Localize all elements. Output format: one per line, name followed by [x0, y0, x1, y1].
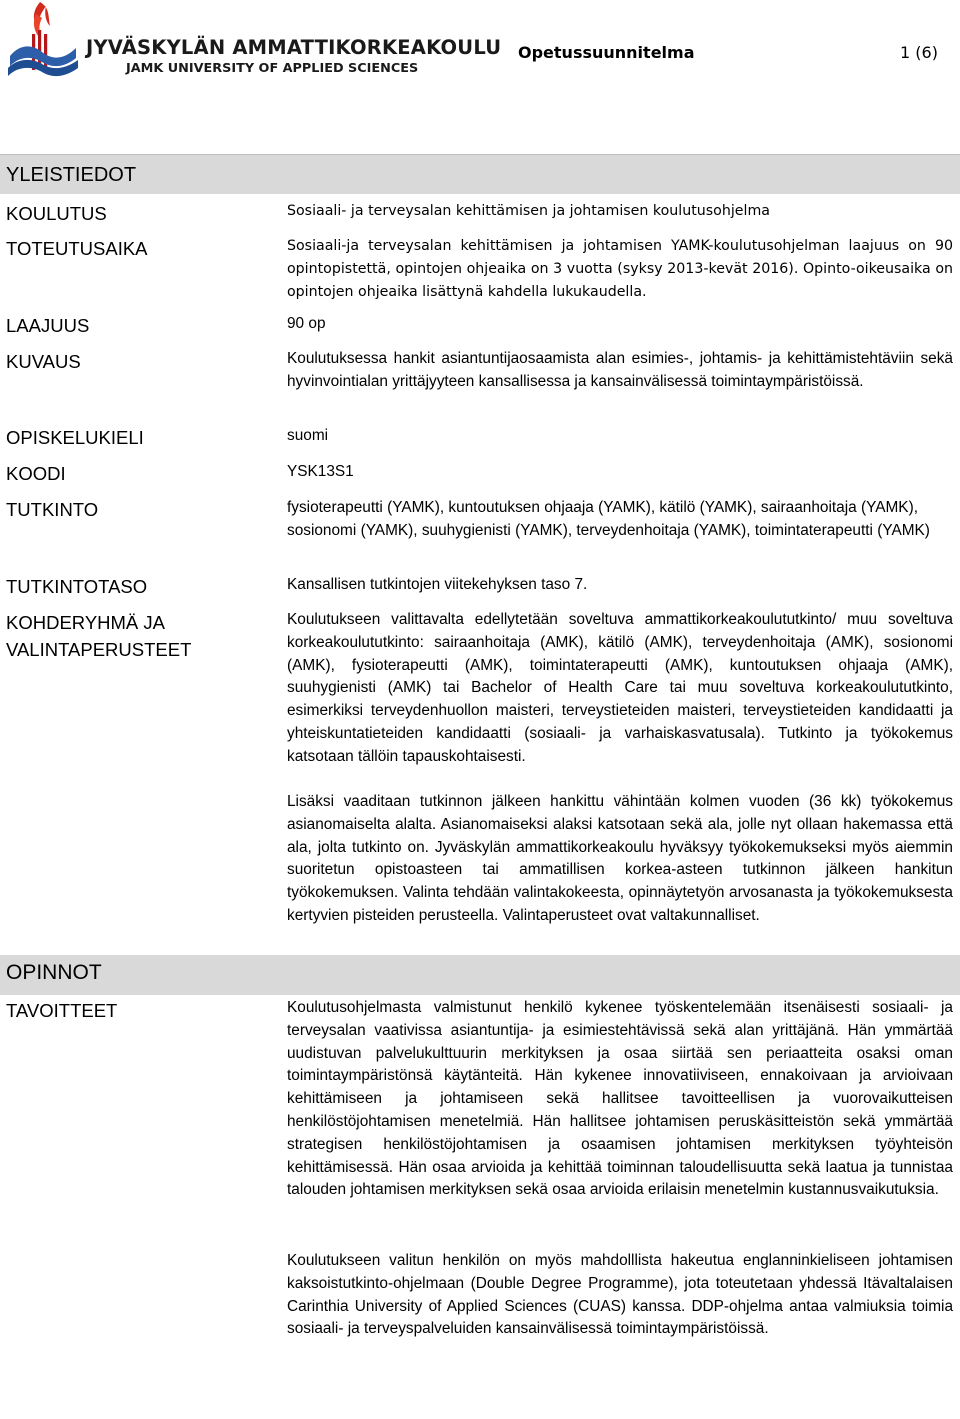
value-tavoitteet-para1: Koulutusohjelmasta valmistunut henkilö kykenee työskentelemään itsenäisesti sosiaali- ja terveysalan vaativissa asiantuntija- ja esimiestehtävissä sekä alan yrittäjänä. Hän ymmärtää uudistuvan palvelukulttuurin merkityksen ja osaa siirtää sen periaatteita osaksi oman toimintaympäristönsä käytänteitä. Hän kykenee innovatiiviseen, ennakoivaan ja arvioivaan kehittämiseen ja johtamiseen sekä hallitsee tavoitteellisen ja vuorovaikutteisen henkilöstöjohtamisen menetelmiä. Hän hallitsee johtamisen peruskäsitteistön sekä ymmärtää strategisen henkilöstöjohtamisen ja osaamisen johtamisen merkityksen työyhteisön kehittämisessä. Hän osaa arvioida ja kehittää toiminnan taloudellisuutta sekä laatua ja tunnistaa talouden johtamisen merkityksen sekä osaa arvioida erilaisin menetelmin kustannusvaikutuksia.: [287, 999, 953, 1199]
logo-name-finnish: JYVÄSKYLÄN AMMATTIKORKEAKOULU: [86, 36, 502, 59]
flame-logo-icon: [6, 0, 80, 80]
section-title-studies: OPINNOT: [6, 961, 102, 984]
logo-name-english: JAMK UNIVERSITY OF APPLIED SCIENCES: [126, 61, 419, 76]
label-kohderyhma-line1: KOHDERYHMÄ JA: [6, 612, 165, 633]
label-toteutusaika: TOTEUTUSAIKA: [6, 238, 148, 259]
value-laajuus: 90 op: [287, 315, 326, 332]
label-kohderyhma-line2: VALINTAPERUSTEET: [6, 639, 192, 660]
value-tutkinto: fysioterapeutti (YAMK), kuntoutuksen ohjaaja (YAMK), kätilö (YAMK), sairaanhoitaja (YAMK), sosionomi (YAMK), suuhygienisti (YAMK), terveydenhoitaja (YAMK), toimintaterapeutti (YAMK): [287, 499, 930, 539]
value-kuvaus: Koulutuksessa hankit asiantuntijaosaamista alan esimies-, johtamis- ja kehittämistehtäviin sekä hyvinvointialan yrittäjyyteen kansallisessa ja kansainvälisessä toimintaympäristöissä.: [287, 350, 953, 390]
page-header: [0, 0, 960, 100]
value-tutkintotaso: Kansallisen tutkintojen viitekehyksen taso 7.: [287, 576, 588, 593]
label-tutkinto: TUTKINTO: [6, 499, 99, 520]
value-toteutusaika: Sosiaali-ja terveysalan kehittämisen ja johtamisen YAMK-koulutusohjelman laajuus on 90 opintopistettä, opintojen ohjeaika on 3 vuotta (syksy 2013-kevät 2016). Opinto-oikeusaika on opintojen ohjeaika lisättynä kahdella lukukaudella.: [287, 238, 953, 300]
section-title-general: YLEISTIEDOT: [6, 164, 137, 186]
value-opiskelukieli: suomi: [287, 427, 329, 444]
section-header-studies: [0, 955, 960, 995]
label-laajuus: LAAJUUS: [6, 315, 90, 336]
value-tavoitteet-para2: Koulutukseen valitun henkilön on myös mahdolllista hakeutua englanninkieliseen johtamisen kaksoistutkinto-ohjelmaan (Double Degree Programme), jota toteutetaan yhdessä Itävaltalaisen Carinthia University of Applied Sciences (CUAS) kanssa. DDP-ohjelma antaa valmiuksia toimia sosiaali- ja terveyspalveluiden kansainvälisessä toimintaympäristöissä.: [287, 1252, 953, 1338]
label-kuvaus: KUVAUS: [6, 351, 81, 372]
label-opiskelukieli: OPISKELUKIELI: [6, 427, 144, 448]
label-tutkintotaso: TUTKINTOTASO: [6, 576, 148, 597]
value-kohderyhma-para2: Lisäksi vaaditaan tutkinnon jälkeen hankittu vähintään kolmen vuoden (36 kk) työkokemus asianomaiselta alalta. Asianomaiseksi alaksi katsotaan sekä ala, jolle nyt ollaan hakemassa että ala, jolta tutkinto on. Jyväskylän ammattikorkeakoulu hyväksyy työkokemukseksi myös aiemmin suoritetun opistoasteen tai ammatillisen korkea-asteen tutkinnon jälkeen hankitun työkokemuksen. Valinta tehdään valintakokeesta, opinnäytetyön arvosanasta ja työkokemuksesta kertyvien pisteiden perusteella. Valintaperusteet ovat valtakunnalliset.: [287, 793, 953, 924]
value-koulutus: Sosiaali- ja terveysalan kehittämisen ja johtamisen koulutusohjelma: [287, 203, 770, 219]
value-kohderyhma-para1: Koulutukseen valittavalta edellytetään soveltuva ammattikorkeakoulututkinto/ muu soveltuva korkeakoulututkinto: sairaanhoitaja (AMK), kätilö (AMK), terveydenhoitaja (AMK), sosionomi (AMK), fysioterapeutti (AMK), toimintaterapeutti (AMK), kuntoutuksen ohjaaja (AMK), suuhygienisti (AMK) tai Bachelor of Health Care tai muu soveltuva korkeakoulututkinto, esimerkiksi terveydenhuollon maisteri, terveystieteiden maisteri, terveystieteiden kandidaatti ja yhteiskuntatieteiden kandidaatti (sosiaali- ja varhaiskasvatusala). Tutkinto ja työkokemus katsotaan tällöin tapauskohtaisesti.: [287, 611, 953, 765]
jamk-logo: [6, 0, 502, 80]
label-tavoitteet: TAVOITTEET: [6, 1000, 118, 1021]
section-header-general: [0, 154, 960, 194]
page-indicator: 1 (6): [900, 43, 938, 62]
label-koulutus: KOULUTUS: [6, 203, 107, 224]
document-title: Opetussuunnitelma: [518, 43, 695, 62]
label-koodi: KOODI: [6, 463, 66, 484]
value-koodi: YSK13S1: [287, 463, 354, 480]
